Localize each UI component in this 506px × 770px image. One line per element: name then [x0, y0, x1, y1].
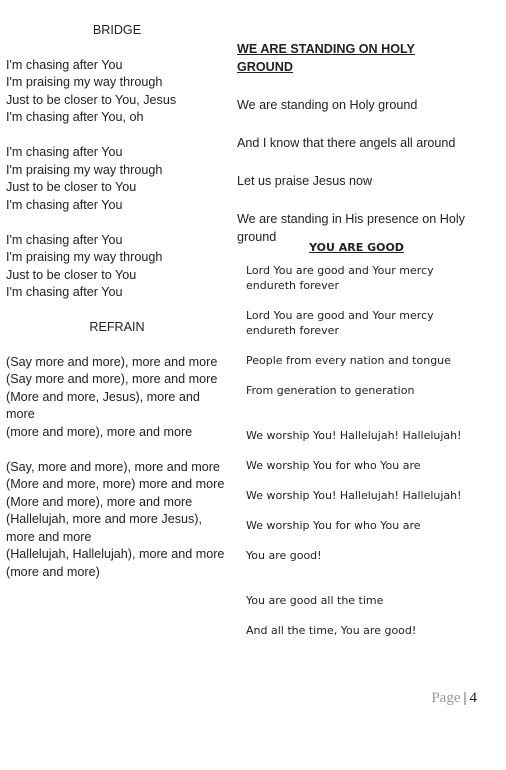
lyric-line: Just to be closer to You, Jesus: [6, 92, 177, 107]
lyric-line: I'm chasing after You: [6, 285, 123, 299]
bridge-stanza: [6, 144, 228, 214]
bridge-refrain-column: [6, 22, 228, 599]
lyric-line: (More and more), more and more: [6, 494, 193, 509]
bridge-heading: BRIDGE: [92, 23, 142, 37]
holy-ground-section: [237, 40, 469, 266]
lyric-line: I'm praising my way through: [6, 75, 163, 89]
lyric-line: (Hallelujah, more and more Jesus), more and more: [6, 512, 202, 544]
lyric-line: I'm chasing after You: [6, 57, 123, 72]
lyric-line: (more and more), more and more: [6, 424, 193, 439]
lyric-line: Lord You are good and Your mercy endureth forever: [246, 309, 434, 337]
lyric-line: You are good all the time: [246, 594, 384, 607]
lyric-line: And I know that there angels all around: [237, 136, 456, 150]
refrain-stanza: [6, 459, 228, 582]
bridge-stanza: [6, 57, 228, 127]
lyric-line: We worship You for who You are: [246, 459, 421, 472]
lyric-line: Lord You are good and Your mercy endureth forever: [246, 264, 434, 292]
lyric-line: (More and more, Jesus), more and more: [6, 389, 200, 421]
bridge-stanza: [6, 232, 228, 302]
refrain-stanza: [6, 354, 228, 442]
lyric-line: (Say more and more), more and more: [6, 354, 218, 369]
lyric-line: (More and more, more) more and more: [6, 477, 225, 491]
holy-ground-title: WE ARE STANDING ON HOLY GROUND: [237, 42, 415, 74]
lyric-line: I'm chasing after You: [6, 197, 123, 212]
lyric-line: And all the time, You are good!: [246, 624, 417, 637]
lyric-line: People from every nation and tongue: [246, 354, 451, 367]
page-separator: |: [463, 690, 467, 706]
lyric-line: We worship You for who You are: [246, 519, 421, 532]
page-footer: [431, 690, 477, 707]
refrain-heading: REFRAIN: [89, 320, 145, 334]
lyric-line: I'm chasing after You: [6, 145, 123, 159]
you-are-good-section: [246, 240, 476, 653]
page-label: Page: [431, 690, 461, 706]
lyric-line: You are good!: [246, 549, 322, 562]
lyric-line: From generation to generation: [246, 384, 415, 397]
lyric-line: We worship You! Hallelujah! Hallelujah!: [246, 429, 462, 442]
lyric-line: Let us praise Jesus now: [237, 174, 373, 188]
lyric-line: I'm chasing after You, oh: [6, 110, 144, 124]
you-are-good-title: YOU ARE GOOD: [309, 241, 404, 254]
lyric-line: We are standing on Holy ground: [237, 98, 418, 112]
lyric-line: (Say, more and more), more and more: [6, 459, 220, 474]
lyric-line: (Say more and more), more and more: [6, 372, 218, 386]
lyric-line: (Hallelujah, Hallelujah), more and more (more and more): [6, 547, 225, 579]
lyric-line: I'm praising my way through: [6, 162, 163, 177]
lyric-line: We are standing in His presence on Holy ground: [237, 212, 465, 244]
lyric-line: Just to be closer to You: [6, 180, 137, 194]
lyric-line: Just to be closer to You: [6, 267, 137, 282]
lyric-line: I'm praising my way through: [6, 250, 163, 264]
lyric-line: We worship You! Hallelujah! Hallelujah!: [246, 489, 462, 502]
page-number: 4: [469, 690, 477, 706]
lyric-line: I'm chasing after You: [6, 232, 123, 247]
